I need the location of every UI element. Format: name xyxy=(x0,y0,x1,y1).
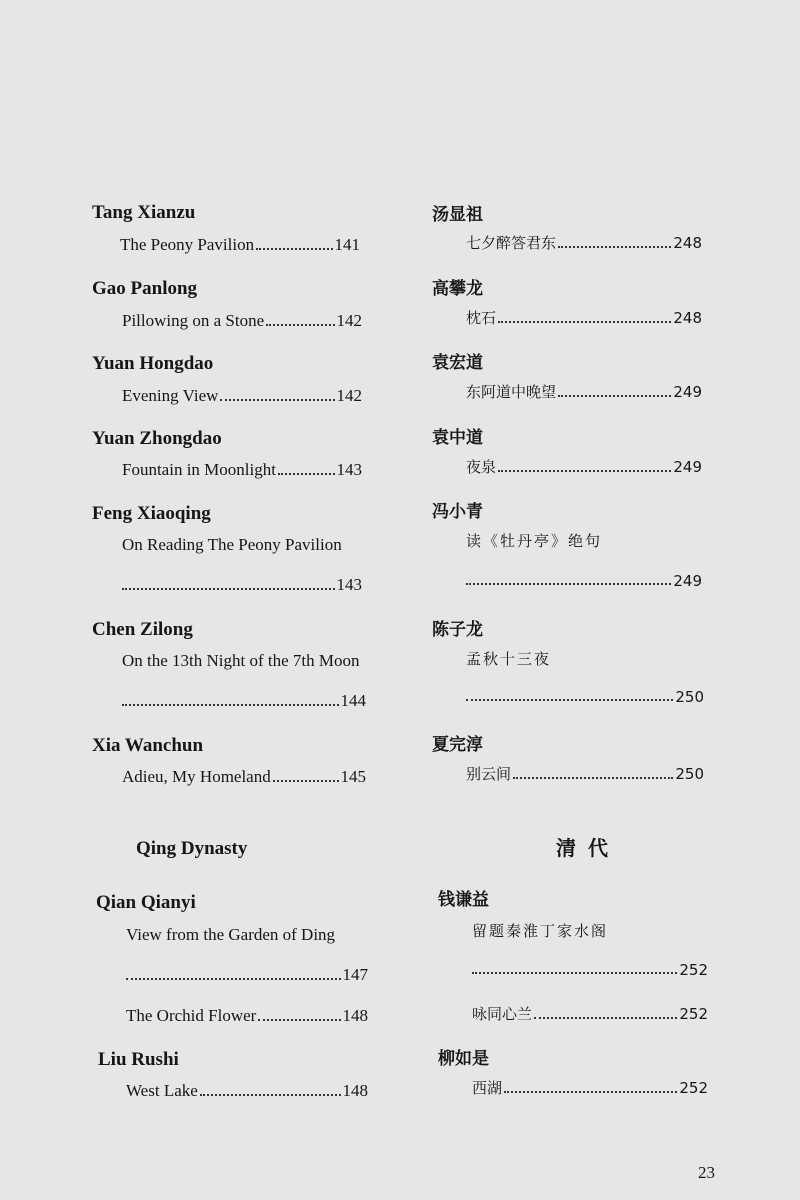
dot-leader xyxy=(273,779,339,782)
entry-title: 枕石 xyxy=(466,309,497,327)
dot-leader xyxy=(122,703,339,706)
entry-page-number: 143 xyxy=(336,460,362,479)
section-heading: Qing Dynasty xyxy=(136,838,248,859)
author-name: Feng Xiaoqing xyxy=(92,503,211,524)
dot-leader xyxy=(558,394,671,397)
author-name: Qian Qianyi xyxy=(96,892,196,913)
toc-entry[interactable] xyxy=(122,767,366,787)
entry-page-number: 249 xyxy=(673,458,702,476)
dot-leader xyxy=(200,1093,341,1096)
entry-title: 西湖 xyxy=(472,1079,503,1097)
toc-entry[interactable] xyxy=(466,307,702,328)
toc-entry[interactable] xyxy=(122,311,362,331)
entry-page-number: 145 xyxy=(340,767,366,786)
dot-leader xyxy=(258,1018,340,1021)
entry-title: 七夕醉答君东 xyxy=(466,234,557,252)
toc-entry[interactable] xyxy=(466,763,704,784)
entry-page-number: 148 xyxy=(342,1006,368,1025)
author-name: 袁中道 xyxy=(432,428,483,448)
entry-page-number: 142 xyxy=(336,311,362,330)
author-name: Chen Zilong xyxy=(92,619,193,640)
author-name: 钱谦益 xyxy=(438,890,489,910)
entry-title: The Peony Pavilion xyxy=(120,235,255,254)
entry-page-number: 144 xyxy=(340,691,366,710)
toc-entry[interactable] xyxy=(466,381,702,402)
entry-page-number: 148 xyxy=(342,1081,368,1100)
entry-title[interactable]: View from the Garden of Ding xyxy=(126,925,336,944)
author-name: 袁宏道 xyxy=(432,353,483,373)
entry-title: 夜泉 xyxy=(466,458,497,476)
toc-entry[interactable] xyxy=(472,1077,708,1098)
toc-entry[interactable] xyxy=(122,386,362,406)
author-name: Yuan Zhongdao xyxy=(92,428,222,449)
toc-entry-continuation[interactable] xyxy=(126,965,368,985)
entry-title: Fountain in Moonlight xyxy=(122,460,276,479)
entry-title: West Lake xyxy=(126,1081,198,1100)
entry-title: 别云间 xyxy=(466,765,512,783)
dot-leader xyxy=(122,587,335,590)
author-name: Gao Panlong xyxy=(92,278,198,299)
entry-title[interactable]: On Reading The Peony Pavilion xyxy=(122,535,342,554)
entry-title[interactable]: 留题秦淮丁家水阁 xyxy=(472,922,609,940)
dot-leader xyxy=(466,582,671,585)
author-name: 陈子龙 xyxy=(432,620,483,640)
author-name: Tang Xianzu xyxy=(92,202,196,223)
toc-entry[interactable] xyxy=(120,235,360,255)
author-name: 柳如是 xyxy=(438,1049,489,1069)
entry-page-number: 250 xyxy=(675,688,704,706)
entry-page-number: 141 xyxy=(334,235,360,254)
entry-title[interactable]: On the 13th Night of the 7th Moon xyxy=(122,651,360,670)
entry-title: Adieu, My Homeland xyxy=(122,767,271,786)
entry-page-number: 250 xyxy=(675,765,704,783)
dot-leader xyxy=(126,977,341,980)
entry-title[interactable]: 孟秋十三夜 xyxy=(466,650,552,668)
toc-entry[interactable] xyxy=(466,232,702,253)
dot-leader xyxy=(466,698,673,701)
dot-leader xyxy=(266,323,334,326)
section-heading: 清代 xyxy=(556,836,620,860)
toc-entry[interactable] xyxy=(122,460,362,480)
entry-page-number: 248 xyxy=(673,234,702,252)
toc-entry-continuation[interactable] xyxy=(466,688,704,706)
author-name: Liu Rushi xyxy=(98,1049,179,1070)
entry-page-number: 252 xyxy=(679,1005,708,1023)
toc-entry[interactable] xyxy=(126,1081,368,1101)
entry-title: The Orchid Flower xyxy=(126,1006,257,1025)
entry-page-number: 249 xyxy=(673,383,702,401)
author-name: Xia Wanchun xyxy=(92,735,204,756)
author-name: 夏完淳 xyxy=(432,735,483,755)
entry-title: 咏同心兰 xyxy=(472,1005,533,1023)
entry-page-number: 142 xyxy=(336,386,362,405)
entry-title: Evening View xyxy=(122,386,219,405)
toc-entry[interactable] xyxy=(126,1006,368,1026)
dot-leader xyxy=(278,472,335,475)
toc-entry[interactable] xyxy=(472,1003,708,1024)
dot-leader xyxy=(256,247,332,250)
dot-leader xyxy=(220,398,334,401)
author-name: 高攀龙 xyxy=(432,279,483,299)
entry-title: Pillowing on a Stone xyxy=(122,311,265,330)
toc-entry[interactable] xyxy=(466,456,702,477)
dot-leader xyxy=(472,971,677,974)
entry-page-number: 252 xyxy=(679,1079,708,1097)
dot-leader xyxy=(534,1016,677,1019)
dot-leader xyxy=(504,1090,677,1093)
dot-leader xyxy=(498,469,671,472)
author-name: 汤显祖 xyxy=(432,205,483,225)
entry-title: 东阿道中晚望 xyxy=(466,383,557,401)
entry-page-number: 248 xyxy=(673,309,702,327)
entry-page-number: 249 xyxy=(673,572,702,590)
dot-leader xyxy=(498,320,671,323)
dot-leader xyxy=(558,245,671,248)
toc-entry-continuation[interactable] xyxy=(472,961,708,979)
author-name: 冯小青 xyxy=(432,502,483,522)
toc-entry-continuation[interactable] xyxy=(122,575,362,595)
entry-page-number: 143 xyxy=(336,575,362,594)
entry-title[interactable]: 读《牡丹亭》绝句 xyxy=(466,532,603,550)
page-number: 23 xyxy=(698,1163,715,1182)
dot-leader xyxy=(513,776,673,779)
toc-entry-continuation[interactable] xyxy=(122,691,366,711)
entry-page-number: 147 xyxy=(342,965,368,984)
toc-entry-continuation[interactable] xyxy=(466,572,702,590)
author-name: Yuan Hongdao xyxy=(92,353,214,374)
entry-page-number: 252 xyxy=(679,961,708,979)
